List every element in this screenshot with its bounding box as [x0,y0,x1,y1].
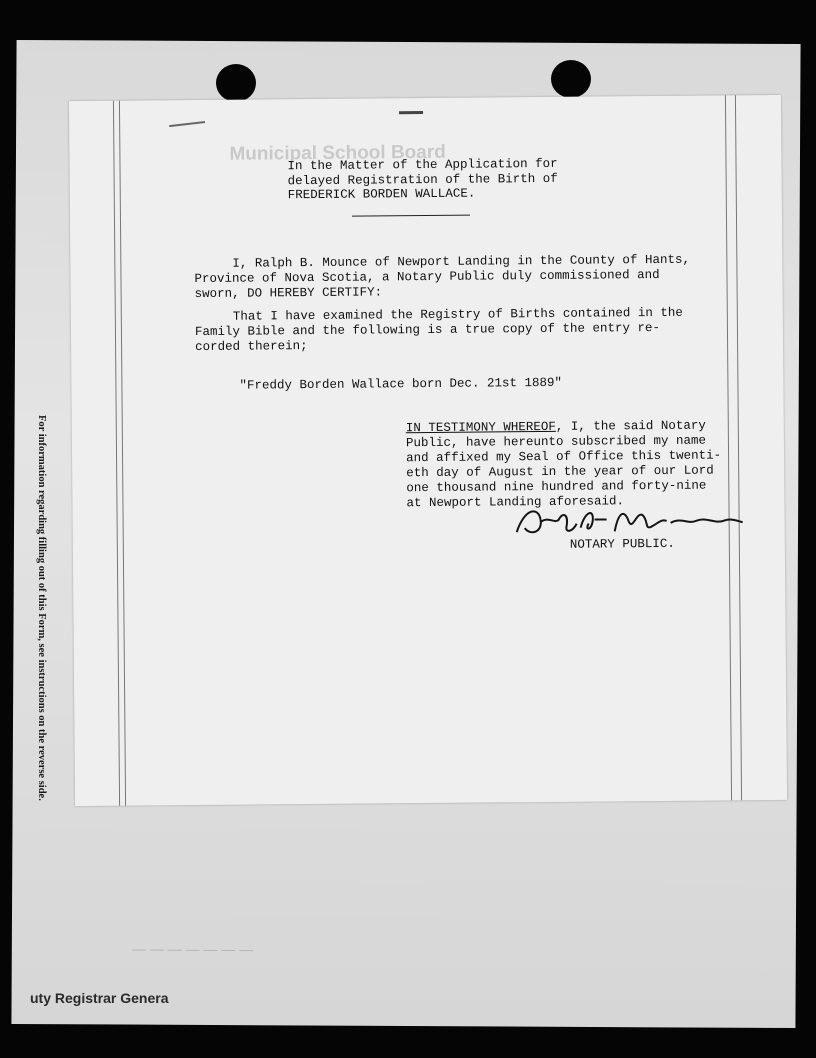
certify-paragraph [194,253,690,302]
examined-paragraph [195,306,683,355]
heading-line-3: FREDERICK BORDEN WALLACE. [287,186,476,203]
side-instruction-text: For information regarding filling out of this Form, see instructions on the reverse side. [36,415,47,801]
heading-rule [352,215,470,217]
notary-certificate [69,95,787,806]
punch-hole-right [551,60,591,98]
certify-line-1: I, Ralph B. Mounce of Newport Landing in the County of Hants, [232,252,690,271]
testimony-line-1-rest: , I, the said Notary [555,418,706,434]
margin-line-left-inner [119,101,126,806]
paper-clip-mark [399,111,423,114]
margin-line-right-inner [735,95,742,800]
punch-hole-left [216,64,256,102]
certify-line-3: sworn, DO HEREBY CERTIFY: [194,285,383,302]
examined-line-3: corded therein; [195,339,308,355]
testimony-line-2: Public, have hereunto subscribed my name [405,433,707,451]
notary-public-label: NOTARY PUBLIC. [569,536,675,552]
testimony-line-6: at Newport Landing aforesaid. [406,494,625,511]
side-instruction [36,415,56,801]
examined-line-2: Family Bible and the following is a true copy of the entry re- [194,320,661,340]
backing-faint-marks: — — — — — — — [131,940,254,958]
testimony-clause [406,418,722,511]
margin-line-right [725,95,732,800]
examined-line-1: That I have examined the Registry of Births contained in the [232,305,683,324]
testimony-line-4: eth day of August in the year of our Lord [406,463,714,481]
testimony-line-3: and affixed my Seal of Office this twenti- [406,448,722,466]
bible-entry-quote: "Freddy Borden Wallace born Dec. 21st 1889" [239,375,563,393]
letterhead-ghost: Municipal School Board [229,141,446,165]
certify-line-2: Province of Nova Scotia, a Notary Public duly commissioned and [194,267,660,287]
registrar-stamp: uty Registrar Genera [30,990,169,1006]
matter-heading [287,157,557,203]
testimony-lead: IN TESTIMONY WHEREOF [405,419,556,436]
heading-line-2: delayed Registration of the Birth of [287,171,558,188]
heading-line-1: In the Matter of the Application for [287,156,558,174]
testimony-line-5: one thousand nine hundred and forty-nine [406,478,707,496]
staple [169,121,205,127]
